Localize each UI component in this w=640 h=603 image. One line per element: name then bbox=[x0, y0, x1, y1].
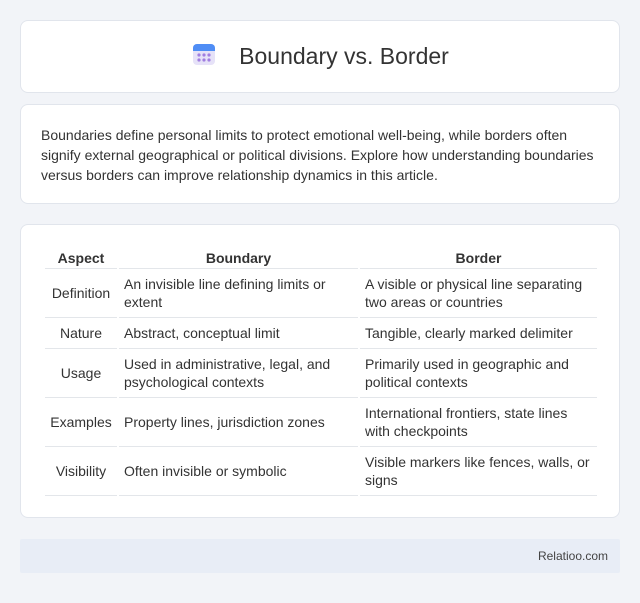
table-row bbox=[45, 398, 597, 447]
cell-boundary: An invisible line defining limits or extent bbox=[119, 269, 358, 318]
header-border: Border bbox=[360, 245, 597, 269]
cell-aspect: Definition bbox=[45, 269, 117, 318]
header-card bbox=[20, 20, 620, 93]
calendar-icon bbox=[191, 41, 217, 72]
cell-boundary: Used in administrative, legal, and psychological contexts bbox=[119, 349, 358, 398]
intro-text: Boundaries define personal limits to protect emotional well-being, while borders often signify external geographical or political divisions. Explore how understanding boundaries versus borders can improve relationship dynamics in this article. bbox=[41, 127, 594, 183]
cell-boundary: Often invisible or symbolic bbox=[119, 447, 358, 496]
cell-aspect: Nature bbox=[45, 318, 117, 349]
cell-border: Primarily used in geographic and political contexts bbox=[360, 349, 597, 398]
header-inner bbox=[191, 41, 449, 72]
intro-card bbox=[20, 104, 620, 204]
table-row bbox=[45, 349, 597, 398]
cell-boundary: Property lines, jurisdiction zones bbox=[119, 398, 358, 447]
table-row bbox=[45, 269, 597, 318]
footer bbox=[20, 539, 620, 573]
cell-border: Tangible, clearly marked delimiter bbox=[360, 318, 597, 349]
table-row bbox=[45, 447, 597, 496]
header-aspect: Aspect bbox=[45, 245, 117, 269]
cell-aspect: Visibility bbox=[45, 447, 117, 496]
footer-site-link[interactable]: Relatioo.com bbox=[537, 549, 608, 563]
cell-border: A visible or physical line separating two areas or countries bbox=[360, 269, 597, 318]
cell-boundary: Abstract, conceptual limit bbox=[119, 318, 358, 349]
comparison-table bbox=[43, 245, 599, 496]
cell-border: International frontiers, state lines with checkpoints bbox=[360, 398, 597, 447]
table-row bbox=[45, 318, 597, 349]
page-title: Boundary vs. Border bbox=[239, 43, 449, 69]
header-boundary: Boundary bbox=[119, 245, 358, 269]
cell-aspect: Usage bbox=[45, 349, 117, 398]
cell-border: Visible markers like fences, walls, or signs bbox=[360, 447, 597, 496]
table-header-row bbox=[45, 245, 597, 269]
table-card bbox=[20, 224, 620, 518]
cell-aspect: Examples bbox=[45, 398, 117, 447]
